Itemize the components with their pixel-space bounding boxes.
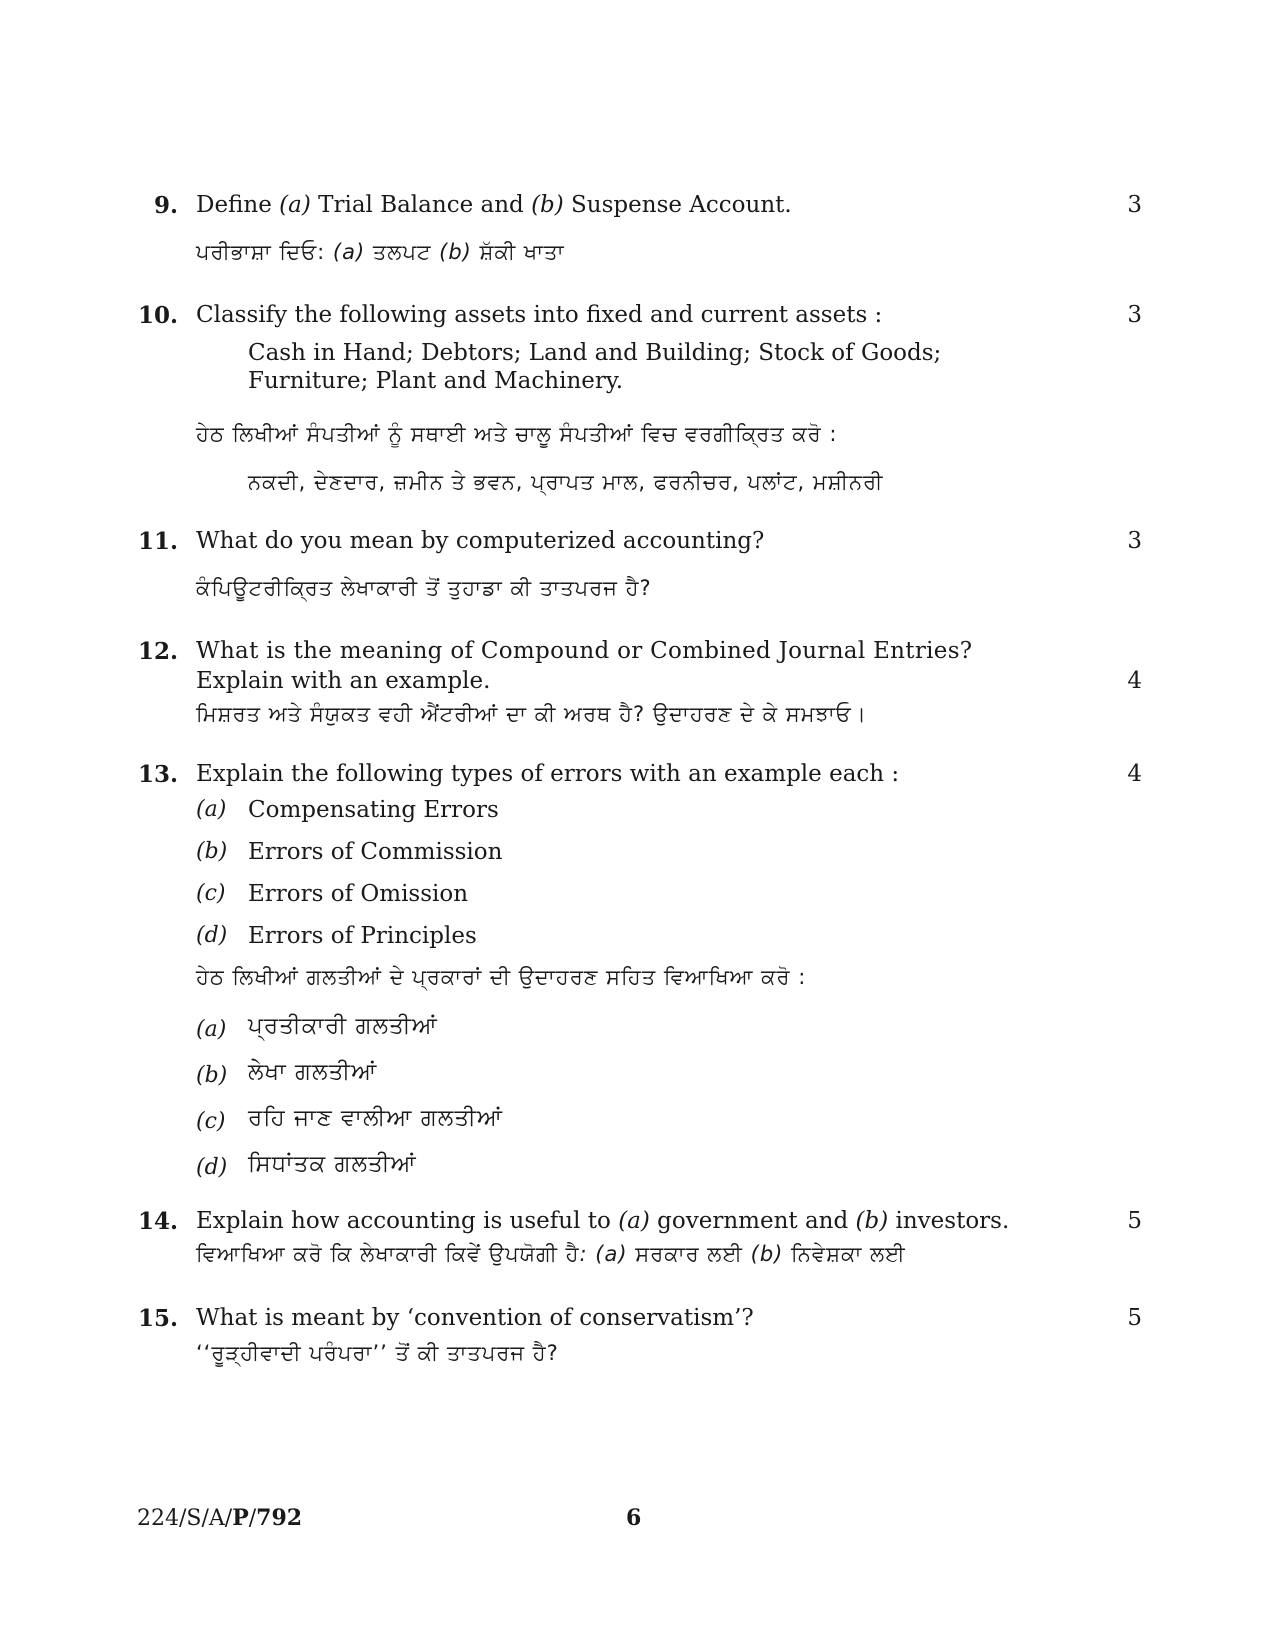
question-marks: 3 [1127, 302, 1142, 328]
list-item: ਸਿਧਾਂਤਕ ਗਲਤੀਆਂ [248, 1151, 417, 1177]
question-marks: 3 [1127, 528, 1142, 554]
question-text-english: Explain how accounting is useful to (a) government and (b) investors. [196, 1208, 1010, 1234]
list-item: ਲੇਖਾ ਗਲਤੀਆਂ [248, 1059, 378, 1085]
question-number: 9. [153, 192, 178, 219]
question-text-punjabi: ਹੇਠ ਲਿਖੀਆਂ ਸੰਪਤੀਆਂ ਨੂੰ ਸਥਾਈ ਅਤੇ ਚਾਲੂ ਸੰਪਤੀਆਂ ਵਿਚ ਵਰਗੀਕ੍ਰਿਤ ਕਰੋ : [196, 422, 838, 446]
question-text-english: What is meant by ‘convention of conservatism’? [196, 1305, 754, 1331]
list-item: Errors of Omission [248, 881, 469, 907]
question-marks: 3 [1127, 192, 1142, 218]
question-marks: 4 [1127, 668, 1142, 694]
question-text-punjabi: ਪਰੀਭਾਸ਼ਾ ਦਿਓ: (a) ਤਲਪਟ (b) ਸ਼ੱਕੀ ਖਾਤਾ [196, 240, 565, 264]
asset-list-english-line-1: Cash in Hand; Debtors; Land and Building; Stock of Goods; [248, 340, 942, 366]
question-text-punjabi: ਕੰਪਿਊਟਰੀਕ੍ਰਿਤ ਲੇਖਾਕਾਰੀ ਤੋਂ ਤੁਹਾਡਾ ਕੀ ਤਾਤਪਰਜ ਹੈ? [196, 576, 652, 600]
question-number: 13. [137, 761, 178, 788]
question-text-punjabi: ਵਿਆਖਿਆ ਕਰੋ ਕਿ ਲੇਖਾਕਾਰੀ ਕਿਵੇਂ ਉਪਯੋਗੀ ਹੈ: (a) ਸਰਕਾਰ ਲਈ (b) ਨਿਵੇਸ਼ਕਾ ਲਈ [196, 1242, 906, 1266]
question-number: 14. [137, 1208, 178, 1235]
page-number: 6 [626, 1505, 642, 1531]
question-marks: 4 [1127, 761, 1142, 787]
question-text-english: Classify the following assets into fixed and current assets : [196, 302, 883, 328]
item-label: (a) [196, 1017, 227, 1042]
question-number: 12. [137, 638, 178, 665]
question-text-punjabi: ਮਿਸ਼ਰਤ ਅਤੇ ਸੰਯੁਕਤ ਵਹੀ ਐਂਟਰੀਆਂ ਦਾ ਕੀ ਅਰਥ ਹੈ? ਉਦਾਹਰਣ ਦੇ ਕੇ ਸਮਝਾਓ। [196, 702, 867, 726]
item-label: (b) [196, 1063, 228, 1088]
item-label: (c) [196, 881, 226, 906]
item-label: (b) [196, 839, 228, 864]
list-item: ਪ੍ਰਤੀਕਾਰੀ ਗਲਤੀਆਂ [248, 1013, 438, 1039]
asset-list-punjabi: ਨਕਦੀ, ਦੇਣਦਾਰ, ਜ਼ਮੀਨ ਤੇ ਭਵਨ, ਪ੍ਰਾਪਤ ਮਾਲ, ਫਰਨੀਚਰ, ਪਲਾਂਟ, ਮਸ਼ੀਨਰੀ [248, 470, 884, 494]
question-number: 11. [137, 528, 178, 555]
question-text-punjabi: ‘‘ਰੂੜ੍ਹੀਵਾਦੀ ਪਰੰਪਰਾ’’ ਤੋਂ ਕੀ ਤਾਤਪਰਜ ਹੈ? [196, 1341, 559, 1365]
question-text-english-line-1: What is the meaning of Compound or Combined Journal Entries? [196, 638, 973, 664]
list-item: Errors of Principles [248, 923, 477, 949]
question-text-english: Define (a) Trial Balance and (b) Suspense Account. [196, 192, 792, 218]
question-text-punjabi: ਹੇਠ ਲਿਖੀਆਂ ਗਲਤੀਆਂ ਦੇ ਪ੍ਰਕਾਰਾਂ ਦੀ ਉਦਾਹਰਣ ਸਹਿਤ ਵਿਆਖਿਆ ਕਰੋ : [196, 965, 807, 989]
paper-code: 224/S/A/P/792 [137, 1505, 303, 1531]
question-text-english: Explain the following types of errors with an example each : [196, 761, 900, 787]
question-text-english-line-2: Explain with an example. [196, 668, 491, 694]
list-item: ਰਹਿ ਜਾਣ ਵਾਲੀਆ ਗਲਤੀਆਂ [248, 1105, 504, 1131]
question-marks: 5 [1127, 1305, 1142, 1331]
item-label: (d) [196, 1155, 228, 1180]
question-number: 15. [137, 1305, 178, 1332]
asset-list-english-line-2: Furniture; Plant and Machinery. [248, 368, 624, 394]
question-marks: 5 [1127, 1208, 1142, 1234]
question-text-english: What do you mean by computerized accounting? [196, 528, 765, 554]
question-number: 10. [137, 302, 178, 329]
list-item: Errors of Commission [248, 839, 503, 865]
item-label: (c) [196, 1109, 226, 1134]
item-label: (a) [196, 797, 227, 822]
item-label: (d) [196, 923, 228, 948]
list-item: Compensating Errors [248, 797, 499, 823]
